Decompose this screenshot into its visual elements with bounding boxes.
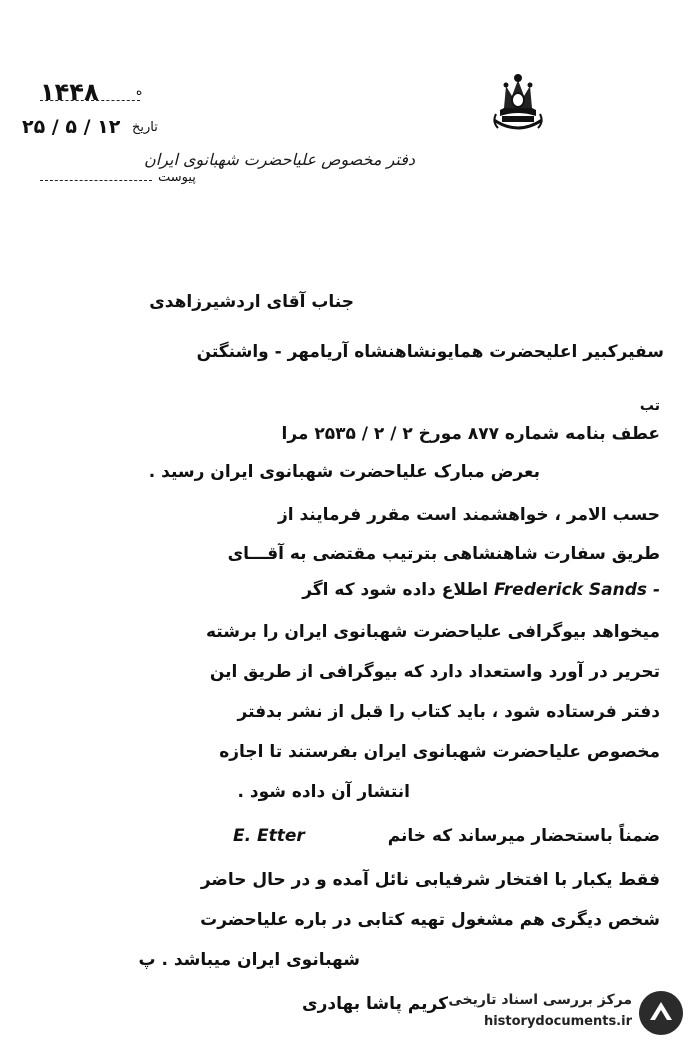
letter-date: ۲۵ / ۵ / ۱۲ [22, 116, 121, 138]
letter-line: شخص دیگری هم مشغول تهیه کتابی در باره علیاحضرت [200, 910, 660, 930]
watermark-name: مرکز بررسی اسناد تاریخی [448, 992, 632, 1008]
letter-line [233, 826, 660, 846]
letter-line: عطف بنامه شماره ۸۷۷ مورخ ۲ / ۲ / ۲۵۳۵ مرا [281, 424, 660, 444]
letter-line: مخصوص علیاحضرت شهبانوی ایران بفرستند تا اجازه [219, 742, 660, 762]
margin-note: تب [639, 398, 660, 414]
attachment-dotted-line [40, 180, 152, 181]
letter-date-field [22, 116, 172, 144]
letter-line: شهبانوی ایران میباشد . پ [138, 950, 360, 970]
letter-line: طریق سفارت شاهنشاهی بترتیب مقتضی به آقـــای [227, 544, 660, 564]
addressee-name: جناب آقای اردشیرزاهدی [149, 292, 354, 312]
number-dotted-line [40, 100, 140, 101]
attachment-field [40, 168, 196, 192]
watermark-url: historydocuments.ir [483, 1014, 632, 1029]
watermark-logo-icon [638, 990, 684, 1036]
letter-date-label: تاریخ [132, 120, 158, 135]
letter-line: بعرض مبارک علیاحضرت شهبانوی ایران رسید . [148, 462, 540, 482]
attachment-label: پیوست [158, 170, 196, 185]
letter-number: ۱۴۴۸ [40, 78, 99, 106]
letter-line-text: ضمناً باستحضار میرساند که خانم [387, 826, 660, 846]
letter-line-text: اطلاع داده شود که اگر [302, 580, 489, 600]
person-name-e-etter: E. Etter [233, 826, 305, 846]
letter-line: تحریر در آورد واستعداد دارد که بیوگرافی از طریق این [209, 662, 660, 682]
watermark [448, 984, 690, 1044]
letter-number-field [40, 78, 160, 108]
letter-line: دفتر فرستاده شود ، باید کتاب را قبل از نشر بدفتر [237, 702, 660, 722]
letter-number-label: ه [136, 84, 143, 98]
letter-line [302, 580, 660, 600]
addressee-title: سفیرکبیر اعلیحضرت همایونشاهنشاه آریامهر - واشنگتن [196, 342, 664, 362]
letter-line: میخواهد بیوگرافی علیاحضرت شهبانوی ایران را برشته [205, 622, 660, 642]
letter-line: انتشار آن داده شود . [237, 782, 410, 802]
signature-name: کریم پاشا بهادری [302, 994, 448, 1014]
royal-crown-emblem [486, 70, 550, 136]
letter-line: فقط یکبار با افتخار شرفیابی نائل آمده و در حال حاضر [200, 870, 660, 890]
person-name-frederick-sands: Frederick Sands - [494, 580, 660, 600]
office-title: دفتر مخصوص علیاحضرت شهبانوی ایران [143, 150, 415, 169]
letter-line: حسب الامر ، خواهشمند است مقرر فرمایند از [277, 505, 660, 525]
